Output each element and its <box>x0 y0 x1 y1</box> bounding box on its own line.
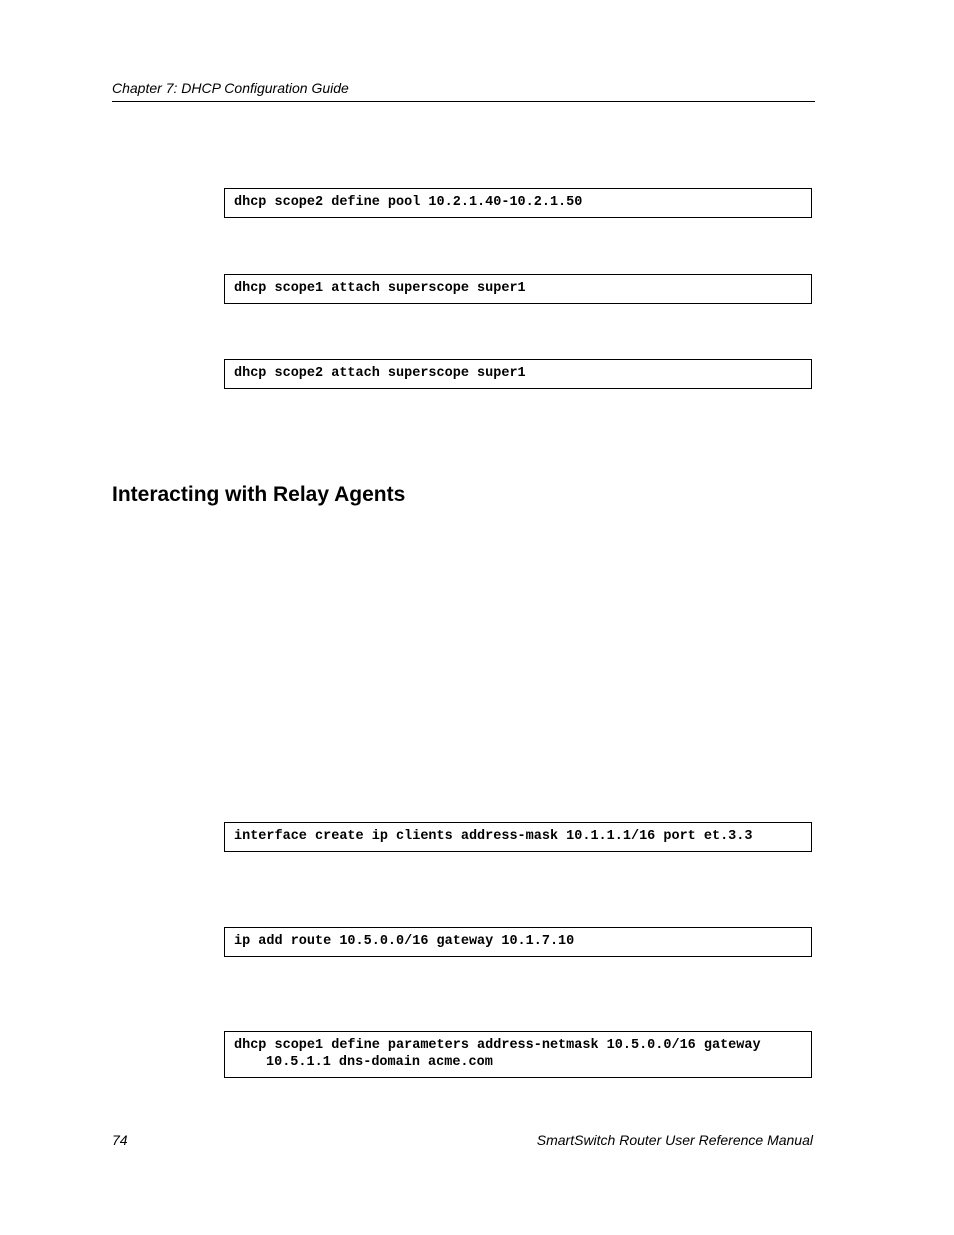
code-line: dhcp scope2 attach superscope super1 <box>234 366 526 381</box>
code-line: interface create ip clients address-mask 10.1.1.1/16 port et.3.3 <box>234 829 753 844</box>
code-line: dhcp scope1 attach superscope super1 <box>234 281 526 296</box>
code-block-define-parameters <box>224 1031 812 1078</box>
code-block-attach-scope2 <box>224 359 812 389</box>
page-number: 74 <box>112 1132 128 1148</box>
code-line-continuation: 10.5.1.1 dns-domain acme.com <box>266 1055 493 1070</box>
running-header <box>112 79 815 102</box>
code-line: dhcp scope1 define parameters address-netmask 10.5.0.0/16 gateway <box>234 1038 761 1053</box>
section-heading: Interacting with Relay Agents <box>112 483 406 506</box>
code-block-attach-scope1 <box>224 274 812 304</box>
code-block-interface-create <box>224 822 812 852</box>
code-block-ip-add-route <box>224 927 812 957</box>
code-block-define-pool <box>224 188 812 218</box>
code-line: dhcp scope2 define pool 10.2.1.40-10.2.1.50 <box>234 195 583 210</box>
chapter-title: Chapter 7: DHCP Configuration Guide <box>112 80 349 96</box>
manual-title: SmartSwitch Router User Reference Manual <box>536 1132 813 1148</box>
code-line: ip add route 10.5.0.0/16 gateway 10.1.7.10 <box>234 934 575 949</box>
